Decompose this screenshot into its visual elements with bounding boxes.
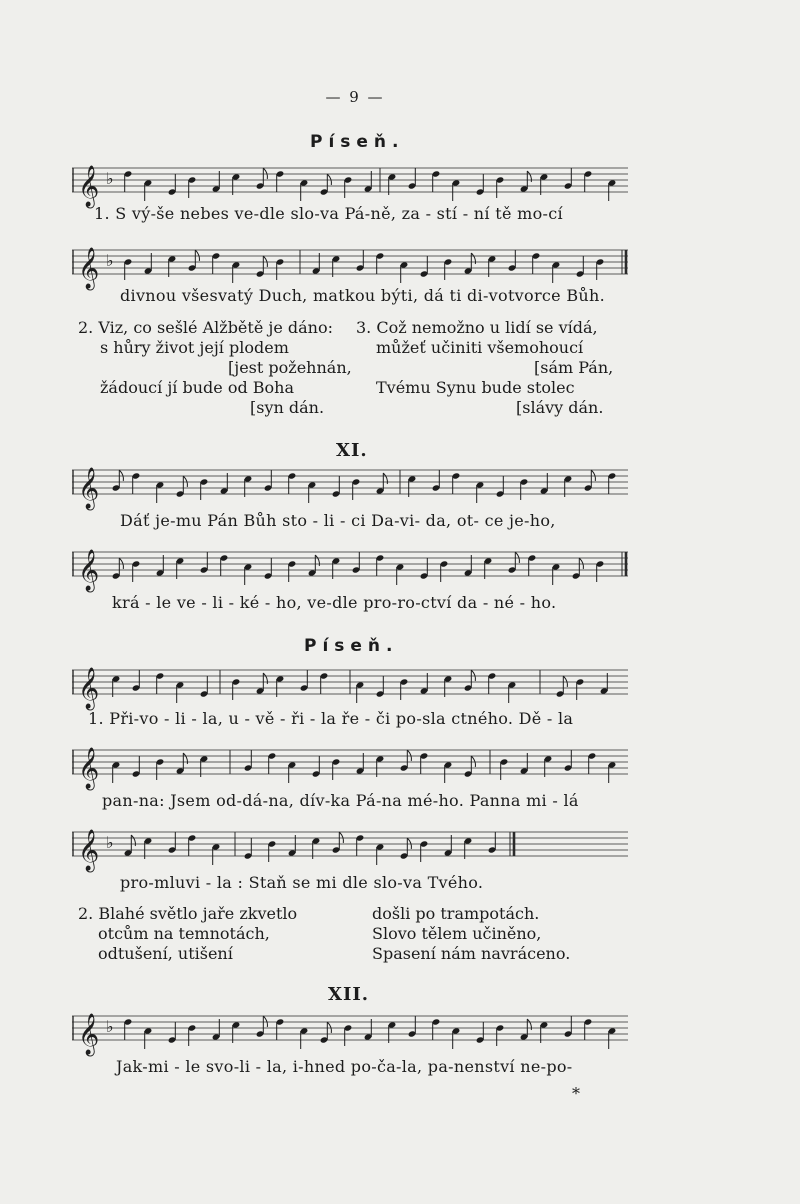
lyric-line: 1. Při-vo - li - la, u - vě - ři - la ře - či po-sla ctného. Dě - la — [88, 709, 574, 728]
verse-line: došli po trampotách. — [372, 904, 540, 923]
verse-2-block — [78, 318, 352, 418]
pisen-2-verse-left — [78, 904, 297, 964]
section-heading-pisen-2: Píseň. — [304, 636, 399, 656]
svg-text:𝄞: 𝄞 — [78, 166, 100, 207]
footnote-asterisk: * — [572, 1084, 580, 1103]
svg-text:𝄞: 𝄞 — [78, 550, 100, 591]
svg-text:♭: ♭ — [106, 169, 114, 188]
verse-line: Slovo tělem učiněno, — [372, 924, 542, 943]
verse-line: [sám Pán, — [534, 358, 614, 377]
pisen-2-verse-right — [372, 904, 570, 964]
svg-text:𝄞: 𝄞 — [78, 830, 100, 871]
lyric-line: krá - le ve - li - ké - ho, ve-dle pro-ro-ctví da - né - ho. — [112, 593, 557, 612]
svg-text:♭: ♭ — [106, 1017, 114, 1036]
svg-text:𝄞: 𝄞 — [78, 668, 100, 709]
verse-3-block — [356, 318, 613, 418]
svg-text:𝄞: 𝄞 — [78, 468, 100, 509]
verse-line: s hůry život její plodem — [100, 338, 289, 357]
lyric-line: 1. S vý-še nebes ve-dle slo-va Pá-ně, za - stí - ní tě mo-cí — [94, 204, 563, 223]
verse-line: žádoucí jí bude od Boha — [100, 378, 295, 397]
verse-line: [jest požehnán, — [228, 358, 352, 377]
section-heading-pisen-1: Píseň. — [310, 132, 405, 152]
svg-text:♭: ♭ — [106, 833, 114, 852]
svg-text:𝄞: 𝄞 — [78, 248, 100, 289]
svg-text:𝄞: 𝄞 — [78, 748, 100, 789]
verse-line: 2. Viz, co sešlé Alžbětě je dáno: — [78, 318, 334, 337]
verse-line: Tvému Synu bude stolec — [376, 378, 575, 397]
lyric-line: divnou všesvatý Duch, matkou být​i, dá ti di-votvorce Bůh. — [120, 286, 605, 305]
section-heading-xii: XII. — [328, 984, 370, 1005]
verse-line: 2. Blahé světlo jaře zkvetlo — [78, 904, 298, 923]
svg-text:♭: ♭ — [106, 251, 114, 270]
lyric-line: Jak-mi - le svo-li - la, i-hned po-ča-la, pa-nenství ne-po- — [116, 1057, 573, 1076]
svg-text:𝄞: 𝄞 — [78, 1014, 100, 1055]
verse-line: [slávy dán. — [516, 398, 604, 417]
verse-line: Spasení nám navráceno. — [372, 944, 571, 963]
section-heading-xi: XI. — [336, 440, 368, 461]
lyric-line: pro-mluvi - la : Staň se mi dle slo-va Tvého. — [120, 873, 484, 892]
verse-line: [syn dán. — [250, 398, 325, 417]
verse-line: odtušení, utišení — [98, 944, 233, 963]
verse-line: 3. Což nemožno u lidí se vídá, — [356, 318, 598, 337]
verse-line: otcům na temnotách, — [98, 924, 270, 943]
lyric-line: pan-na: Jsem od-dá-na, dív-ka Pá-na mé-ho. Panna mi - lá — [102, 791, 579, 810]
page-number: — 9 — — [325, 88, 385, 106]
verse-line: můžeť učiniti všemohoucí — [376, 338, 584, 357]
lyric-line: Dáť je-mu Pán Bůh sto - li - ci Da-vi- da, ot- ce je-ho, — [120, 511, 556, 530]
